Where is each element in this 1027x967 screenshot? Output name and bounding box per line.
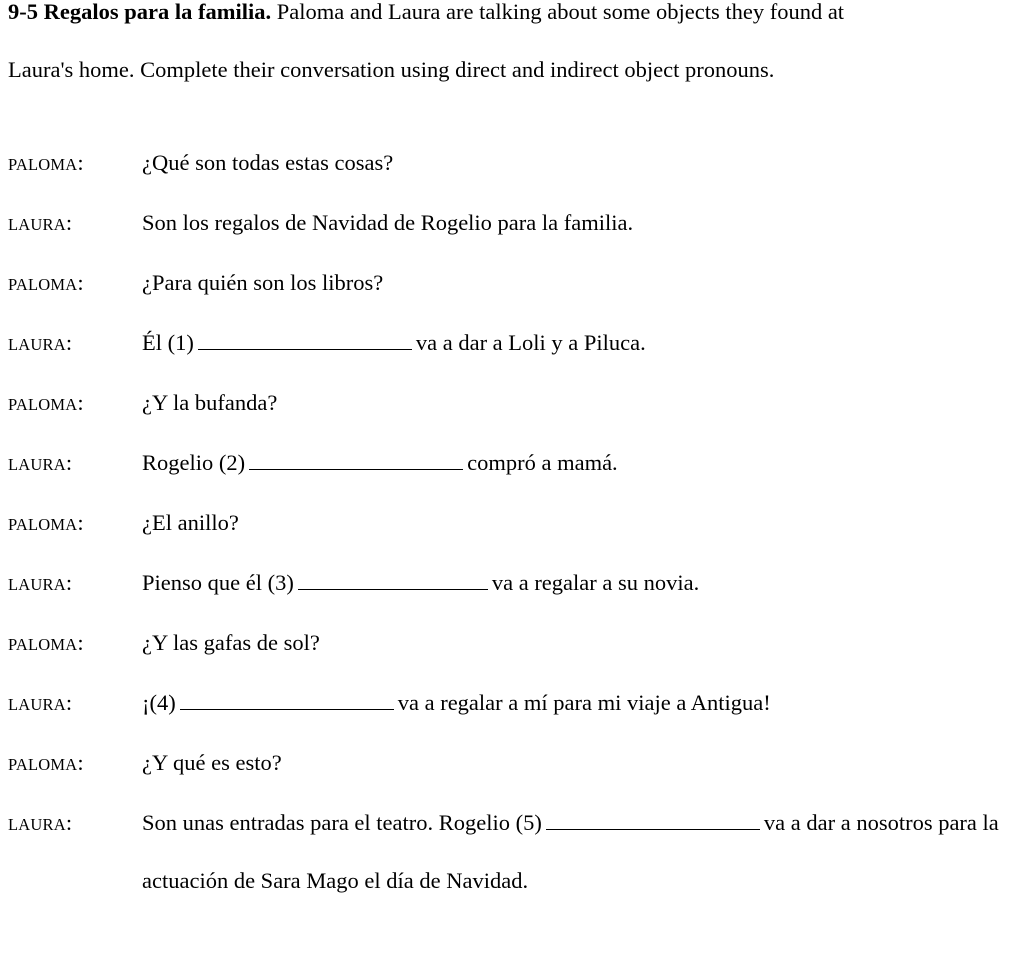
dialogue-line	[8, 674, 1018, 734]
speaker-label: PALOMA:	[8, 150, 84, 175]
dialogue-line	[8, 254, 1018, 314]
answer-blank-4[interactable]	[180, 708, 394, 710]
speaker-label: PALOMA:	[8, 270, 84, 295]
speaker-label: PALOMA:	[8, 750, 84, 775]
dialogue-line	[8, 554, 1018, 614]
dialogue-text: ¿Para quién son los libros?	[142, 270, 384, 295]
dialogue-line	[8, 734, 1018, 794]
speaker-label: LAURA:	[8, 450, 73, 475]
dialogue-text: Son unas entradas para el teatro. Rogelio (5) va a dar a nosotros para la actuación de Sara Mago el día de Navidad.	[142, 810, 999, 893]
dialogue-line	[8, 314, 1018, 374]
speaker-label: LAURA:	[8, 810, 73, 835]
dialogue-text: Rogelio (2) compró a mamá.	[142, 450, 618, 475]
exercise-page	[8, 0, 1018, 910]
dialogue-line	[8, 494, 1018, 554]
speaker-label: PALOMA:	[8, 390, 84, 415]
dialogue-line	[8, 374, 1018, 434]
exercise-title: 9-5 Regalos para la familia.	[8, 0, 272, 24]
dialogue	[8, 134, 1018, 910]
dialogue-text: Él (1) va a dar a Loli y a Piluca.	[142, 330, 646, 355]
answer-blank-2[interactable]	[249, 468, 463, 470]
dialogue-line	[8, 614, 1018, 674]
speaker-label: LAURA:	[8, 570, 73, 595]
speaker-label: LAURA:	[8, 690, 73, 715]
dialogue-line	[8, 134, 1018, 194]
dialogue-text: ¿El anillo?	[142, 510, 239, 535]
answer-blank-3[interactable]	[298, 588, 488, 590]
speaker-label: PALOMA:	[8, 630, 84, 655]
answer-blank-1[interactable]	[198, 348, 412, 350]
speaker-label: LAURA:	[8, 210, 73, 235]
speaker-label: PALOMA:	[8, 510, 84, 535]
dialogue-text: ¿Y la bufanda?	[142, 390, 278, 415]
dialogue-text: Son los regalos de Navidad de Rogelio para la familia.	[142, 210, 634, 235]
exercise-instructions: Paloma and Laura are talking about some objects they found at Laura's home. Complete their conversation using direct and indirect object pronouns.	[8, 0, 845, 82]
answer-blank-5[interactable]	[546, 828, 760, 830]
dialogue-text: ¿Y las gafas de sol?	[142, 630, 320, 655]
dialogue-line	[8, 434, 1018, 494]
speaker-label: LAURA:	[8, 330, 73, 355]
exercise-intro	[8, 0, 888, 98]
dialogue-text: ¡(4) va a regalar a mí para mi viaje a Antigua!	[142, 690, 771, 715]
dialogue-text: ¿Y qué es esto?	[142, 750, 282, 775]
dialogue-text: Pienso que él (3) va a regalar a su novia.	[142, 570, 700, 595]
dialogue-text: ¿Qué son todas estas cosas?	[142, 150, 394, 175]
dialogue-line	[8, 194, 1018, 254]
dialogue-line	[8, 794, 1018, 910]
